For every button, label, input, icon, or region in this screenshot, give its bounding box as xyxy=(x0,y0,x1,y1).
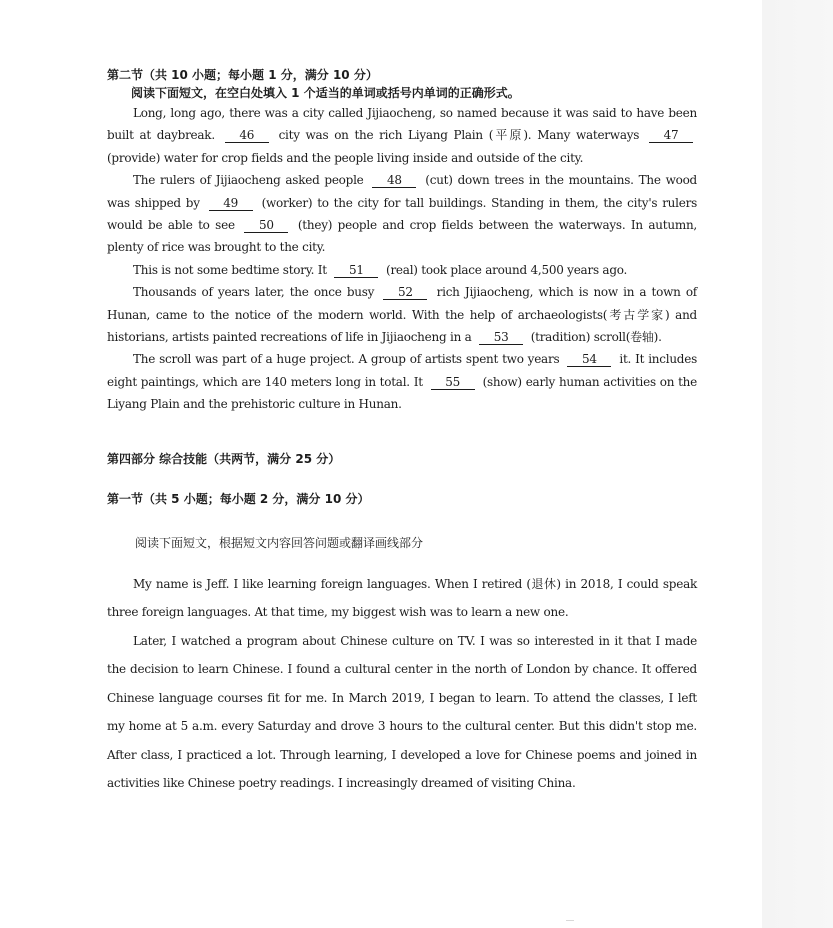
blank-47: 47 xyxy=(649,128,693,143)
section-4-1-heading: 第一节（共 5 小题；每小题 2 分，满分 10 分） xyxy=(107,491,370,506)
text-span: (cut) down trees in the mountains. The wood was shipped by xyxy=(107,173,697,210)
text-span: (provide) water for crop fields and the people living inside and outside of the city. xyxy=(107,150,584,165)
text-span: This is not some bedtime story. It xyxy=(133,262,327,277)
document-content xyxy=(107,66,697,798)
text-span: (they) people and crop fields between the waterways. In autumn, plenty of rice was brought to the city. xyxy=(107,218,697,255)
text-span: (tradition) scroll(卷轴). xyxy=(530,330,662,345)
blank-55: 55 xyxy=(431,375,475,390)
text-span: (show) early human activities on the Liyang Plain and the prehistoric culture in Hunan. xyxy=(107,374,697,412)
text-span: (real) took place around 4,500 years ago. xyxy=(386,262,628,277)
passage1-paragraph-5 xyxy=(107,348,697,415)
passage2-paragraph-1: My name is Jeff. I like learning foreign languages. When I retired (退休) in 2018, I could speak three foreign languages. At that time, my biggest wish was to learn a new one. xyxy=(107,576,697,620)
text-span: The rulers of Jijiaocheng asked people xyxy=(133,173,364,188)
blank-54: 54 xyxy=(567,352,611,367)
section-2-instruction: 阅读下面短文，在空白处填入 1 个适当的单词或括号内单词的正确形式。 xyxy=(131,86,520,100)
part-4-heading: 第四部分 综合技能（共两节，满分 25 分） xyxy=(107,451,341,466)
passage1-paragraph-2 xyxy=(107,169,697,259)
text-span: (worker) to the city for tall buildings. Standing in them, the city's rulers would be able to see xyxy=(107,195,697,233)
text-span: it. It includes eight paintings, which are 140 meters long in total. It xyxy=(107,352,697,389)
blank-50: 50 xyxy=(244,218,288,233)
passage1-paragraph-1 xyxy=(107,102,697,169)
blank-49: 49 xyxy=(209,196,253,211)
section-4-1-instruction: 阅读下面短文，根据短文内容回答问题或翻译画线部分 xyxy=(135,535,424,550)
blank-52: 52 xyxy=(383,285,427,300)
text-span: The scroll was part of a huge project. A group of artists spent two years xyxy=(133,352,560,367)
passage2-paragraph-2: Later, I watched a program about Chinese culture on TV. I was so interested in it that I made the decision to learn Chinese. I found a cultural center in the north of London by chance. It offered Chinese language courses fit for me. In March 2019, I began to learn. To attend the classes, I left my home at 5 a.m. every Saturday and drove 3 hours to the cultural center. But this didn't stop me. After class, I practiced a lot. Through learning, I developed a love for Chinese poems and joined in activities like Chinese poetry readings. I increasingly dreamed of visiting China. xyxy=(107,633,697,791)
blank-51: 51 xyxy=(334,263,378,278)
text-span: Thousands of years later, the once busy xyxy=(133,285,375,300)
text-span: city was on the rich Liyang Plain (平原). Many waterways xyxy=(278,128,640,143)
text-span: Long, long ago, there was a city called Jijiaocheng, so named because it was said to have been built at daybreak. xyxy=(107,106,697,143)
blank-53: 53 xyxy=(479,330,523,345)
text-span: rich Jijiaocheng, which is now in a town of Hunan, came to the notice of the modern world. With the help of archaeologists(考古学家) and historians, artists painted recreations of life in Jijiaocheng in a xyxy=(107,285,697,345)
section-2-heading: 第二节（共 10 小题；每小题 1 分，满分 10 分） xyxy=(107,68,378,82)
passage1-paragraph-4 xyxy=(107,281,697,348)
blank-48: 48 xyxy=(372,173,416,188)
passage1-paragraph-3 xyxy=(107,259,697,281)
scan-speck xyxy=(566,920,574,921)
blank-46: 46 xyxy=(225,128,269,143)
page-edge-margin xyxy=(762,0,833,928)
